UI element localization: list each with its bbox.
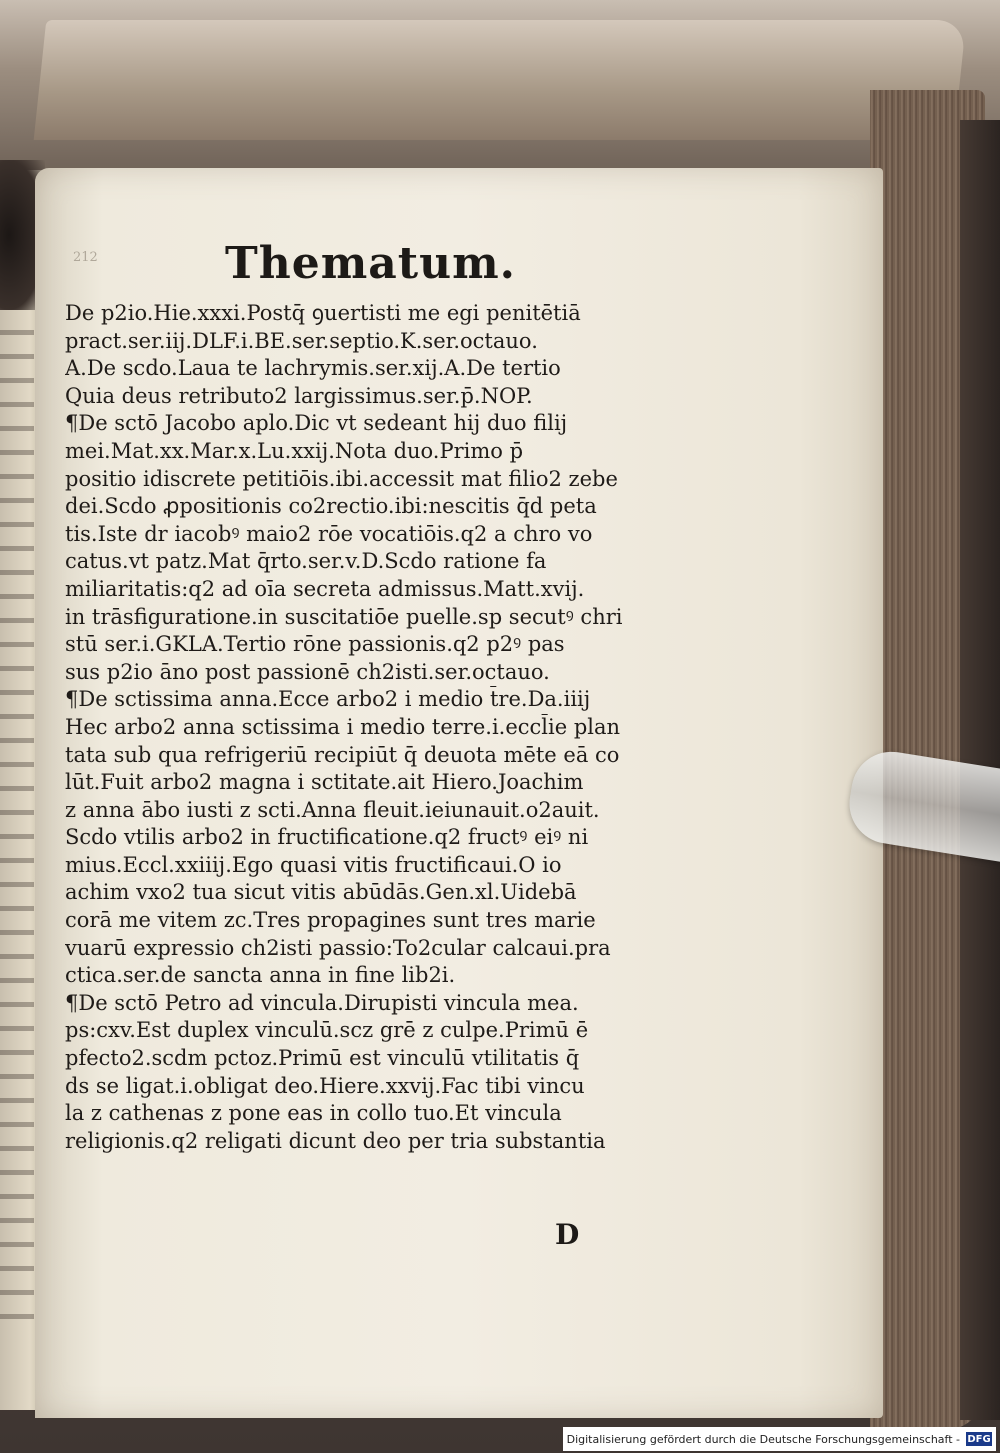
text-line: z anna ābo iusti z scti.Anna fleuit.ieiunauit.o2auit. — [65, 797, 600, 822]
text-line: sus p2io āno post passionē ch2isti.ser.octauo. — [65, 659, 550, 684]
text-line: lūt.Fuit arbo2 magna i sctitate.ait Hiero.Joachim — [65, 770, 584, 795]
text-line: ctica.ser.de sancta anna in fine lib2i. — [65, 963, 456, 988]
text-line: mei.Mat.xx.Mar.x.Lu.xxij.Nota duo.Primo p̄ — [65, 438, 524, 463]
signature-mark: D — [555, 1218, 580, 1251]
text-line: corā me vitem zc.Tres propagines sunt tres marie — [65, 908, 596, 933]
book-cover-top — [34, 20, 967, 140]
text-line: Quia deus retributo2 largissimus.ser.p̄.NOP. — [65, 383, 533, 408]
text-line: ¶De sctō Petro ad vincula.Dirupisti vincula mea. — [65, 990, 579, 1015]
digitization-footer — [563, 1427, 996, 1451]
text-line: in trāsfiguratione.in suscitatiōe puelle.sp secutꝰ chri — [65, 604, 623, 629]
text-line: catus.vt patz.Mat q̄rto.ser.v.D.Scdo ratione fa — [65, 549, 547, 574]
text-line: ¶De sctō Jacobo aplo.Dic vt sedeant hij duo filij — [65, 411, 568, 436]
text-line: pfecto2.scdm pctoz.Primū est vinculū vtilitatis q̄ — [65, 1046, 580, 1071]
faint-page-number: 212 — [73, 250, 98, 265]
text-line: dei.Scdo ꝓpositionis co2rectio.ibi:nescitis q̄d peta — [65, 494, 597, 519]
text-line: A.De scdo.Laua te lachrymis.ser.xij.A.De tertio — [65, 356, 561, 381]
text-line: Hec arbo2 anna sctissima i medio terre.i.eccl̄ie plan — [65, 714, 621, 739]
text-line: tata sub qua refrigeriū recipiūt q̄ deuota mēte eā co — [65, 742, 620, 767]
text-line: achim vxo2 tua sicut vitis abūdās.Gen.xl.Uidebā — [65, 880, 577, 905]
text-line: ps:cxv.Est duplex vinculū.scz grē z culpe.Primū ē — [65, 1018, 589, 1043]
text-line: stū ser.i.GKLA.Tertio rōne passionis.q2 p2ꝰ pas — [65, 632, 565, 657]
text-line: la z cathenas z pone eas in collo tuo.Et vincula — [65, 1101, 562, 1126]
text-line: religionis.q2 religati dicunt deo per tria substantia — [65, 1128, 606, 1153]
left-page-text-fragments — [0, 330, 34, 1330]
text-block — [65, 300, 685, 1155]
text-line: Scdo vtilis arbo2 in fructificatione.q2 fructꝰ eiꝰ ni — [65, 825, 589, 850]
text-line: positio idiscrete petitiōis.ibi.accessit mat filio2 zebe — [65, 466, 618, 491]
text-line: De p2io.Hie.xxxi.Postq̄ ꝯuertisti me egi penitētiā — [65, 301, 581, 325]
text-line: vuarū expressio ch2isti passio:To2cular calcaui.pra — [65, 935, 611, 960]
footer-credit: Digitalisierung gefördert durch die Deutsche Forschungsgemeinschaft - — [566, 1432, 960, 1446]
text-line: tis.Iste dr iacobꝰ maio2 rōe vocatiōis.q2 a chro vo — [65, 521, 593, 546]
right-page — [35, 168, 883, 1418]
text-line: miliaritatis:q2 ad oīa secreta admissus.Matt.xvij. — [65, 576, 585, 601]
text-line: ds se ligat.i.obligat deo.Hiere.xxvij.Fac tibi vincu — [65, 1073, 585, 1098]
page-heading: Thematum. — [225, 238, 516, 289]
dfg-logo-icon: DFG — [967, 1433, 991, 1445]
text-line: pract.ser.iij.DLF.i.BE.ser.septio.K.ser.octauo. — [65, 328, 538, 353]
text-line: mius.Eccl.xxiiij.Ego quasi vitis fructificaui.O io — [65, 852, 562, 877]
text-line: ¶De sctissima anna.Ecce arbo2 i medio t̄re.Da.iiij — [65, 687, 591, 712]
